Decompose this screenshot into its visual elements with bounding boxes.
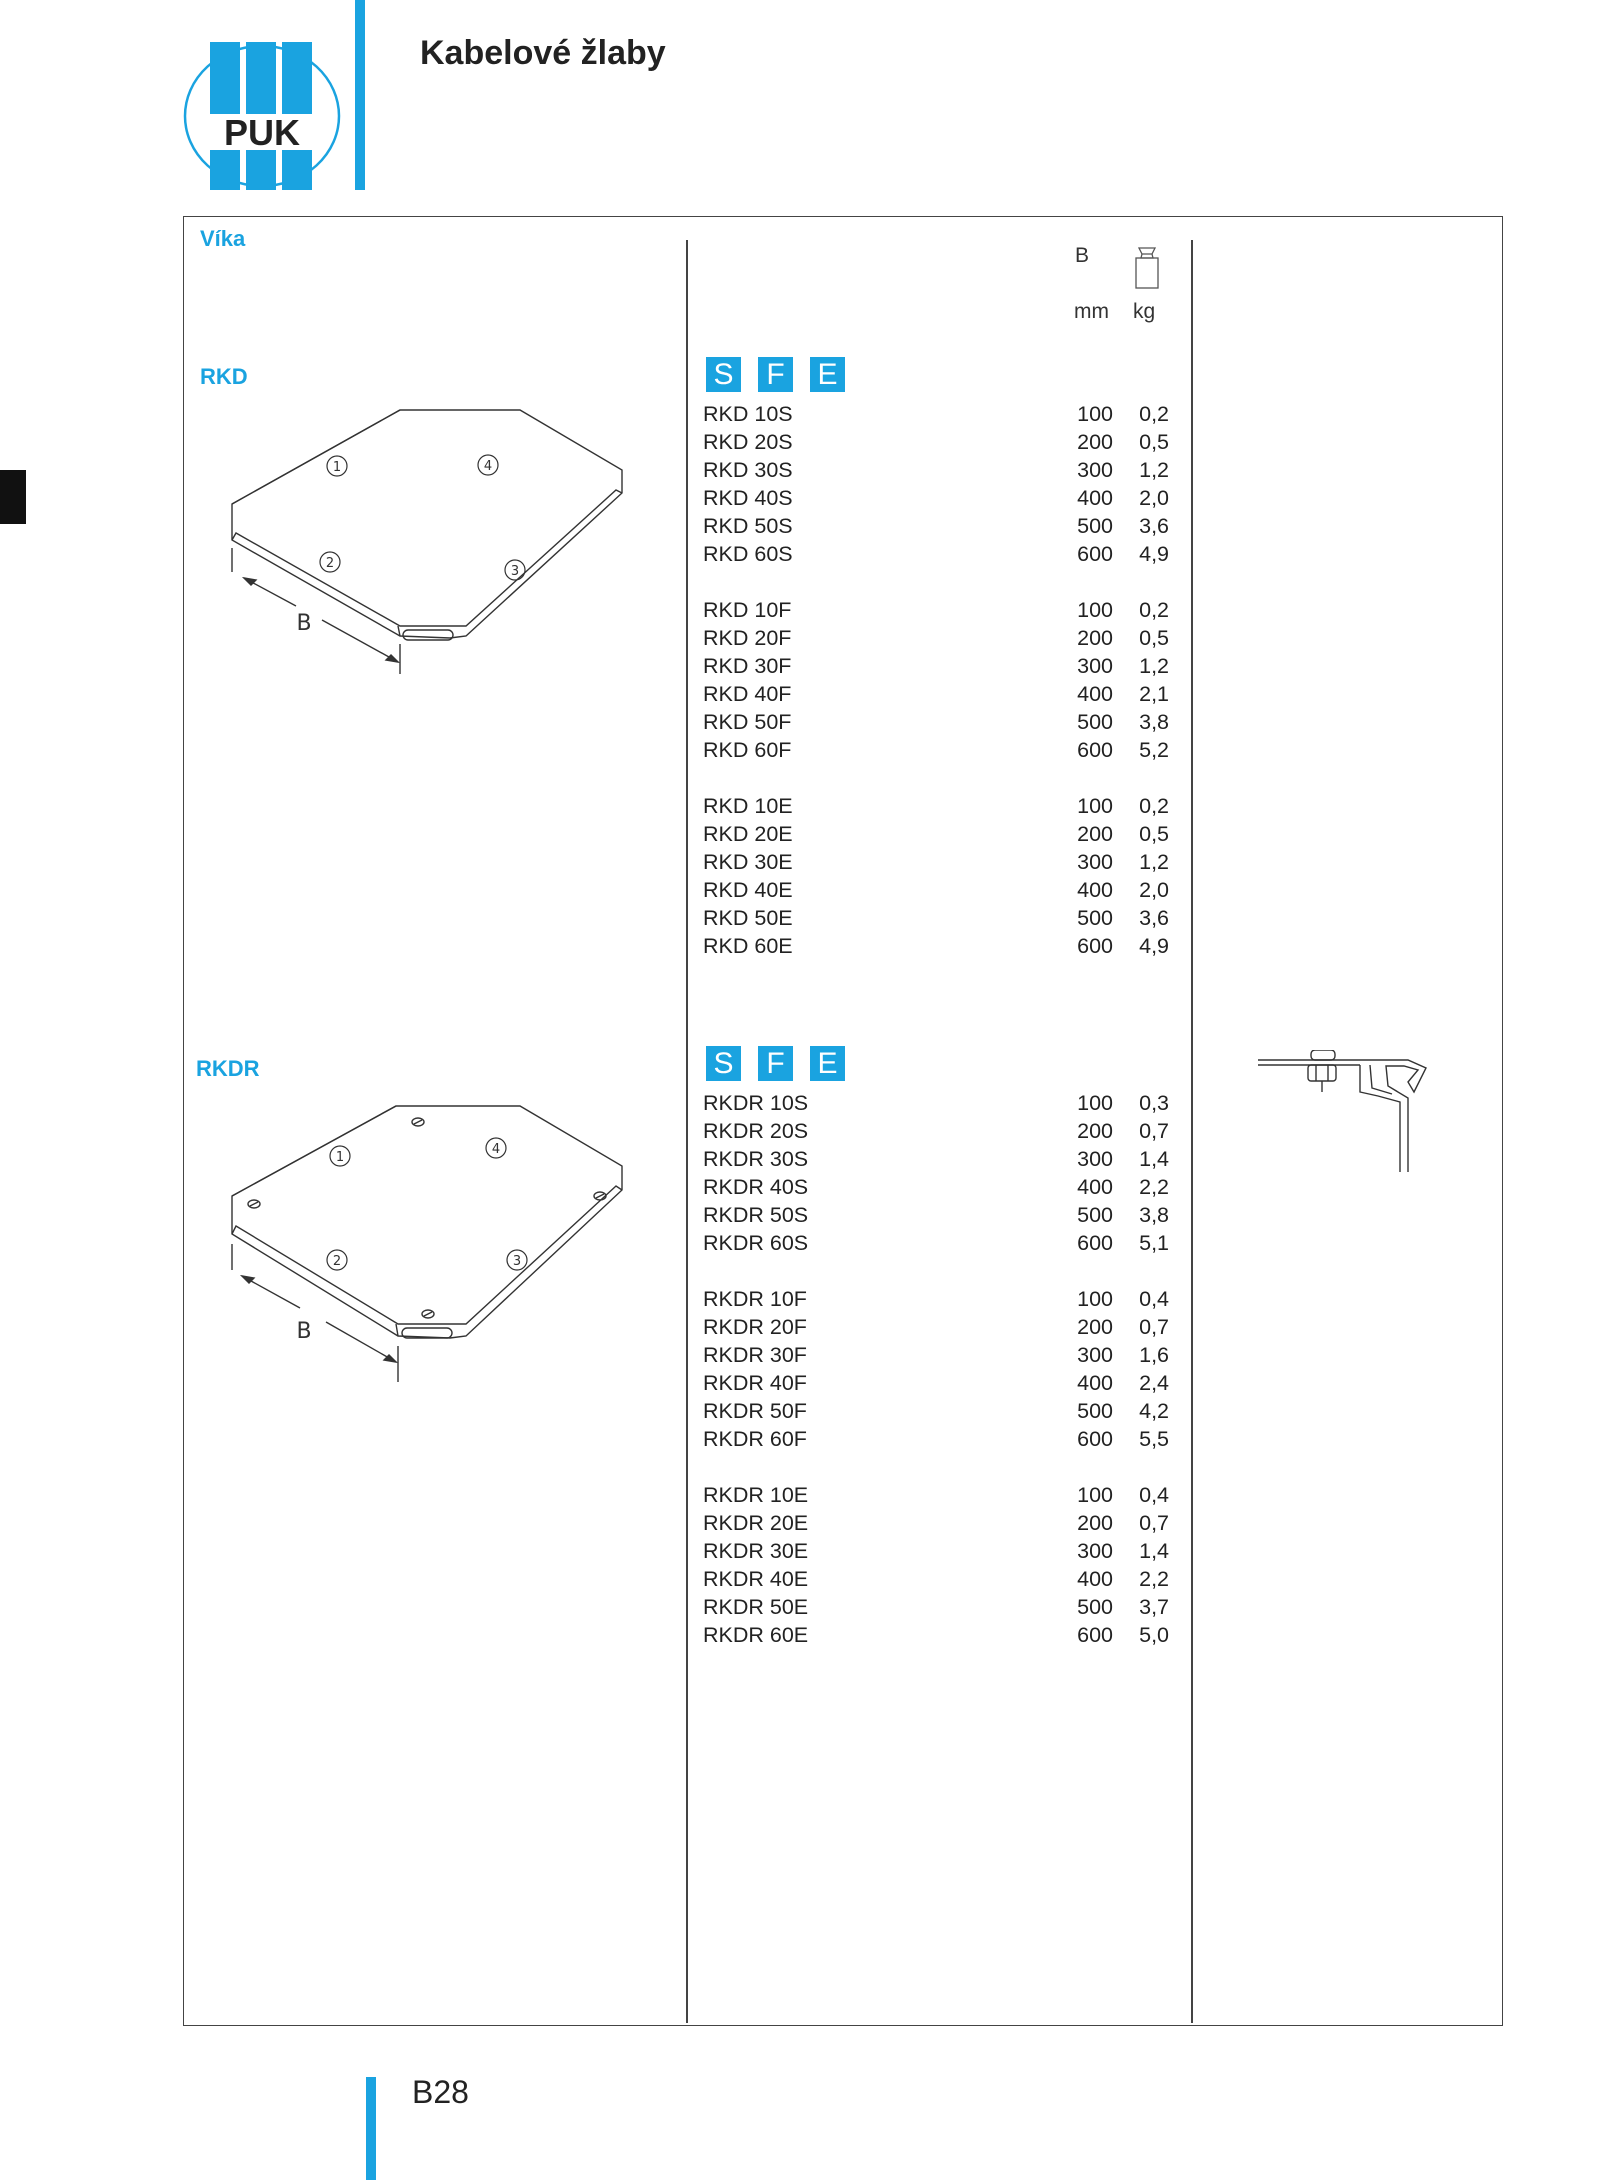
product-row (703, 1593, 1173, 1621)
product-code: RKD 40F (703, 682, 792, 706)
product-width: 500 (1077, 1595, 1113, 1619)
product-weight: 0,4 (1139, 1287, 1169, 1311)
product-code: RKD 60F (703, 738, 792, 762)
product-weight: 5,0 (1139, 1623, 1169, 1647)
product-code: RKDR 10S (703, 1091, 809, 1115)
callout-2: 2 (332, 1254, 342, 1269)
page-title: Kabelové žlaby (420, 34, 666, 72)
product-group (703, 1285, 1173, 1453)
product-weight: 3,6 (1139, 906, 1169, 930)
product-row (703, 708, 1173, 736)
product-row (703, 1509, 1173, 1537)
product-weight: 4,9 (1139, 934, 1169, 958)
product-code: RKD 20F (703, 626, 792, 650)
product-width: 300 (1077, 1539, 1113, 1563)
product-weight: 0,5 (1139, 822, 1169, 846)
product-code: RKDR 50S (703, 1203, 809, 1227)
product-row (703, 456, 1173, 484)
weight-icon (1133, 246, 1161, 290)
product-code: RKD 10S (703, 402, 793, 426)
product-row (703, 1565, 1173, 1593)
product-weight: 1,2 (1139, 850, 1169, 874)
product-width: 400 (1077, 682, 1113, 706)
product-width: 500 (1077, 1203, 1113, 1227)
product-weight: 2,2 (1139, 1567, 1169, 1591)
product-weight: 0,2 (1139, 598, 1169, 622)
product-row (703, 484, 1173, 512)
product-row (703, 1313, 1173, 1341)
product-weight: 1,2 (1139, 654, 1169, 678)
product-code: RKDR 40S (703, 1175, 809, 1199)
product-label-rkd: RKD (200, 364, 248, 389)
product-width: 200 (1077, 822, 1113, 846)
product-row (703, 1425, 1173, 1453)
product-width: 100 (1077, 794, 1113, 818)
product-code: RKDR 30E (703, 1539, 809, 1563)
product-code: RKDR 10F (703, 1287, 807, 1311)
product-row (703, 1089, 1173, 1117)
product-row (703, 736, 1173, 764)
finish-badge-f: F (758, 357, 793, 392)
product-weight: 0,2 (1139, 402, 1169, 426)
product-row (703, 904, 1173, 932)
finish-badges-rkd (706, 357, 845, 392)
unit-kg: kg (1133, 300, 1156, 323)
callout-2: 2 (325, 556, 335, 571)
product-width: 100 (1077, 1287, 1113, 1311)
product-width: 600 (1077, 738, 1113, 762)
product-weight: 2,1 (1139, 682, 1169, 706)
product-row (703, 1145, 1173, 1173)
product-weight: 5,2 (1139, 738, 1169, 762)
product-code: RKD 30S (703, 458, 793, 482)
product-width: 600 (1077, 1623, 1113, 1647)
product-row (703, 624, 1173, 652)
product-row (703, 428, 1173, 456)
product-code: RKDR 20F (703, 1315, 807, 1339)
product-group (703, 1089, 1173, 1257)
puk-logo (182, 38, 342, 194)
product-width: 200 (1077, 1119, 1113, 1143)
product-width: 500 (1077, 710, 1113, 734)
product-weight: 4,2 (1139, 1399, 1169, 1423)
section-label-vika: Víka (200, 226, 246, 251)
product-row (703, 876, 1173, 904)
product-width: 600 (1077, 934, 1113, 958)
column-header-b: B (1075, 244, 1090, 267)
product-width: 600 (1077, 542, 1113, 566)
product-code: RKDR 20S (703, 1119, 809, 1143)
product-row (703, 1397, 1173, 1425)
product-weight: 0,4 (1139, 1483, 1169, 1507)
callout-1: 1 (332, 460, 342, 475)
product-weight: 0,7 (1139, 1119, 1169, 1143)
finish-badge-s: S (706, 1046, 741, 1081)
product-code: RKDR 20E (703, 1511, 809, 1535)
product-weight: 3,6 (1139, 514, 1169, 538)
product-code: RKD 50E (703, 906, 793, 930)
product-weight: 4,9 (1139, 542, 1169, 566)
column-divider (686, 240, 688, 2023)
product-weight: 0,2 (1139, 794, 1169, 818)
finish-badge-e: E (810, 1046, 845, 1081)
product-code: RKD 50S (703, 514, 793, 538)
product-code: RKD 40S (703, 486, 793, 510)
product-weight: 2,2 (1139, 1175, 1169, 1199)
product-width: 500 (1077, 906, 1113, 930)
product-row (703, 1229, 1173, 1257)
rkd-cover-drawing (220, 400, 640, 685)
product-code: RKDR 60E (703, 1623, 809, 1647)
product-row (703, 820, 1173, 848)
product-row (703, 596, 1173, 624)
product-row (703, 932, 1173, 960)
product-weight: 3,8 (1139, 710, 1169, 734)
product-weight: 0,3 (1139, 1091, 1169, 1115)
product-weight: 3,7 (1139, 1595, 1169, 1619)
product-weight: 1,4 (1139, 1539, 1169, 1563)
product-width: 100 (1077, 1483, 1113, 1507)
product-code: RKDR 40F (703, 1371, 807, 1395)
callout-3: 3 (510, 564, 520, 579)
product-weight: 0,5 (1139, 430, 1169, 454)
callout-1: 1 (335, 1150, 345, 1165)
product-width: 300 (1077, 458, 1113, 482)
product-code: RKDR 40E (703, 1567, 809, 1591)
product-code: RKD 20S (703, 430, 793, 454)
unit-mm: mm (1074, 300, 1109, 323)
product-width: 500 (1077, 514, 1113, 538)
product-code: RKDR 60F (703, 1427, 807, 1451)
product-group (703, 400, 1173, 568)
product-width: 300 (1077, 850, 1113, 874)
product-width: 400 (1077, 486, 1113, 510)
product-width: 500 (1077, 1399, 1113, 1423)
product-label-rkdr: RKDR (196, 1056, 260, 1081)
product-width: 200 (1077, 1511, 1113, 1535)
product-weight: 3,8 (1139, 1203, 1169, 1227)
product-code: RKDR 50F (703, 1399, 807, 1423)
product-row (703, 1341, 1173, 1369)
column-divider (1191, 240, 1193, 2023)
product-group (703, 1481, 1173, 1649)
product-code: RKDR 30S (703, 1147, 809, 1171)
product-weight: 0,7 (1139, 1315, 1169, 1339)
product-code: RKD 10E (703, 794, 793, 818)
cover-profile-detail-drawing (1258, 1050, 1438, 1175)
product-row (703, 680, 1173, 708)
product-width: 300 (1077, 654, 1113, 678)
product-list-rkd (703, 400, 1173, 988)
product-row (703, 1285, 1173, 1313)
product-weight: 0,7 (1139, 1511, 1169, 1535)
product-width: 400 (1077, 1175, 1113, 1199)
product-row (703, 540, 1173, 568)
callout-4: 4 (483, 459, 493, 474)
product-weight: 1,2 (1139, 458, 1169, 482)
logo-text: PUK (223, 112, 301, 153)
rkdr-cover-drawing (220, 1100, 640, 1395)
footer-accent-bar (366, 2077, 376, 2180)
product-width: 100 (1077, 1091, 1113, 1115)
product-weight: 5,5 (1139, 1427, 1169, 1451)
product-width: 400 (1077, 1567, 1113, 1591)
product-width: 100 (1077, 402, 1113, 426)
header-accent-bar (355, 0, 365, 190)
product-row (703, 1537, 1173, 1565)
callout-3: 3 (512, 1254, 522, 1269)
product-code: RKD 40E (703, 878, 793, 902)
page-number: B28 (412, 2074, 469, 2110)
product-code: RKDR 10E (703, 1483, 809, 1507)
callout-4: 4 (491, 1142, 501, 1157)
product-weight: 1,4 (1139, 1147, 1169, 1171)
finish-badge-f: F (758, 1046, 793, 1081)
product-code: RKD 50F (703, 710, 792, 734)
product-row (703, 1173, 1173, 1201)
product-row (703, 1481, 1173, 1509)
product-weight: 2,0 (1139, 878, 1169, 902)
section-edge-tab (0, 470, 26, 524)
product-row (703, 652, 1173, 680)
product-weight: 2,4 (1139, 1371, 1169, 1395)
product-code: RKD 20E (703, 822, 793, 846)
product-list-rkdr (703, 1089, 1173, 1677)
finish-badge-s: S (706, 357, 741, 392)
product-row (703, 1621, 1173, 1649)
product-row (703, 400, 1173, 428)
product-width: 400 (1077, 878, 1113, 902)
product-code: RKDR 30F (703, 1343, 807, 1367)
dimension-label-b: B (296, 1319, 312, 1344)
product-weight: 5,1 (1139, 1231, 1169, 1255)
product-group (703, 596, 1173, 764)
product-code: RKD 60S (703, 542, 793, 566)
product-code: RKD 10F (703, 598, 792, 622)
product-code: RKD 30E (703, 850, 793, 874)
finish-badges-rkdr (706, 1046, 845, 1081)
product-code: RKD 30F (703, 654, 792, 678)
product-row (703, 792, 1173, 820)
product-row (703, 1369, 1173, 1397)
product-code: RKD 60E (703, 934, 793, 958)
product-width: 200 (1077, 626, 1113, 650)
product-width: 600 (1077, 1427, 1113, 1451)
product-row (703, 848, 1173, 876)
product-width: 300 (1077, 1343, 1113, 1367)
product-width: 300 (1077, 1147, 1113, 1171)
product-width: 600 (1077, 1231, 1113, 1255)
product-row (703, 1117, 1173, 1145)
product-width: 400 (1077, 1371, 1113, 1395)
product-code: RKDR 60S (703, 1231, 809, 1255)
finish-badge-e: E (810, 357, 845, 392)
product-weight: 0,5 (1139, 626, 1169, 650)
product-weight: 2,0 (1139, 486, 1169, 510)
product-weight: 1,6 (1139, 1343, 1169, 1367)
product-row (703, 512, 1173, 540)
product-width: 200 (1077, 430, 1113, 454)
product-group (703, 792, 1173, 960)
product-row (703, 1201, 1173, 1229)
dimension-label-b: B (296, 611, 312, 636)
product-width: 100 (1077, 598, 1113, 622)
product-code: RKDR 50E (703, 1595, 809, 1619)
product-width: 200 (1077, 1315, 1113, 1339)
